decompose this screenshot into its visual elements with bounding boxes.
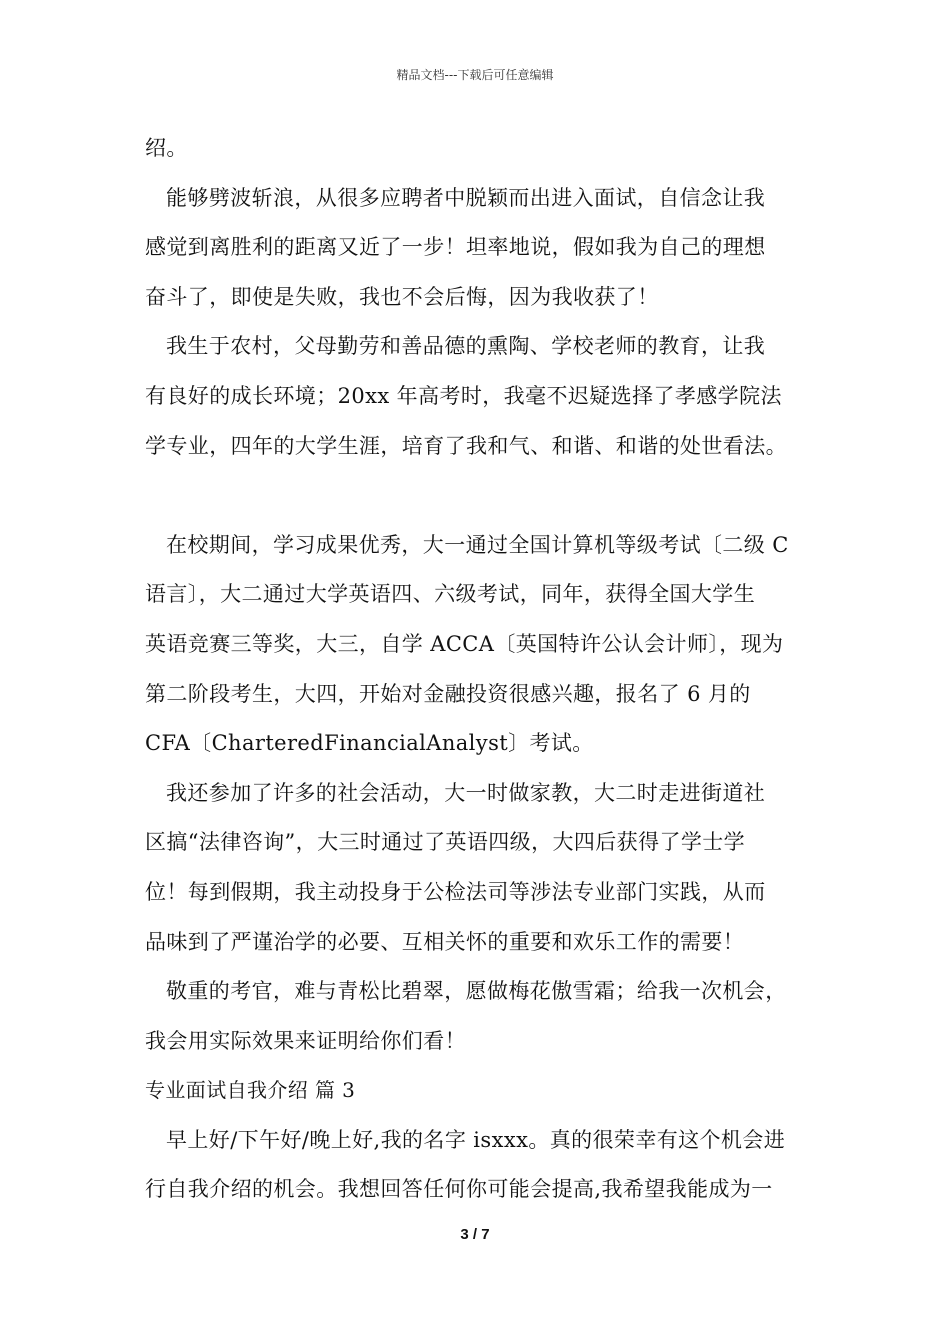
text-line: 品味到了严谨治学的必要、互相关怀的重要和欢乐工作的需要！ xyxy=(145,929,745,954)
text-line: 奋斗了，即使是失败，我也不会后悔，因为我收获了！ xyxy=(145,284,659,309)
text-line: 在校期间，学习成果优秀，大一通过全国计算机等级考试〔二级 C xyxy=(166,532,789,557)
text-line: 我会用实际效果来证明给你们看！ xyxy=(145,1028,466,1053)
text-line: 英语竞赛三等奖，大三，自学 ACCA〔英国特许公认会计师〕，现为 xyxy=(145,631,784,656)
text-line: 敬重的考官，难与青松比碧翠，愿做梅花傲雪霜；给我一次机会， xyxy=(166,979,787,1004)
text-line: 有良好的成长环境；20xx 年高考时，我毫不迟疑选择了孝感学院法 xyxy=(145,383,782,408)
page-number: 3 / 7 xyxy=(460,1226,490,1243)
text-line: 学专业，四年的大学生涯，培育了我和气、和谐、和谐的处世看法。 xyxy=(145,433,787,458)
text-line: 区搞“法律咨询”，大三时通过了英语四级，大四后获得了学士学 xyxy=(145,830,746,855)
text-line: 行自我介绍的机会。我想回答任何你可能会提高,我希望我能成为一 xyxy=(145,1177,773,1202)
document-body xyxy=(145,124,810,1215)
text-line: 绍。 xyxy=(145,136,188,160)
section-heading: 专业面试自我介绍 篇 3 xyxy=(145,1078,356,1103)
text-line: CFA〔CharteredFinancialAnalyst〕考试。 xyxy=(145,731,594,756)
text-line: 感觉到离胜利的距离又近了一步！坦率地说，假如我为自己的理想 xyxy=(145,235,766,260)
text-line: 能够劈波斩浪，从很多应聘者中脱颖而出进入面试，自信念让我 xyxy=(166,185,766,210)
page-header: 精品文档---下载后可任意编辑 xyxy=(396,68,554,82)
text-line: 语言〕，大二通过大学英语四、六级考试，同年，获得全国大学生 xyxy=(145,582,756,607)
text-line: 早上好/下午好/晚上好,我的名字 isxxx。真的很荣幸有这个机会进 xyxy=(166,1127,786,1152)
text-line: 位！每到假期，我主动投身于公检法司等涉法专业部门实践，从而 xyxy=(145,879,766,904)
blank-line xyxy=(145,471,810,521)
text-line: 第二阶段考生，大四，开始对金融投资很感兴趣，报名了 6 月的 xyxy=(145,681,751,706)
text-line: 我生于农村，父母勤劳和善品德的熏陶、学校老师的教育，让我 xyxy=(166,334,766,359)
text-line: 我还参加了许多的社会活动，大一时做家教，大二时走进街道社 xyxy=(166,780,766,805)
